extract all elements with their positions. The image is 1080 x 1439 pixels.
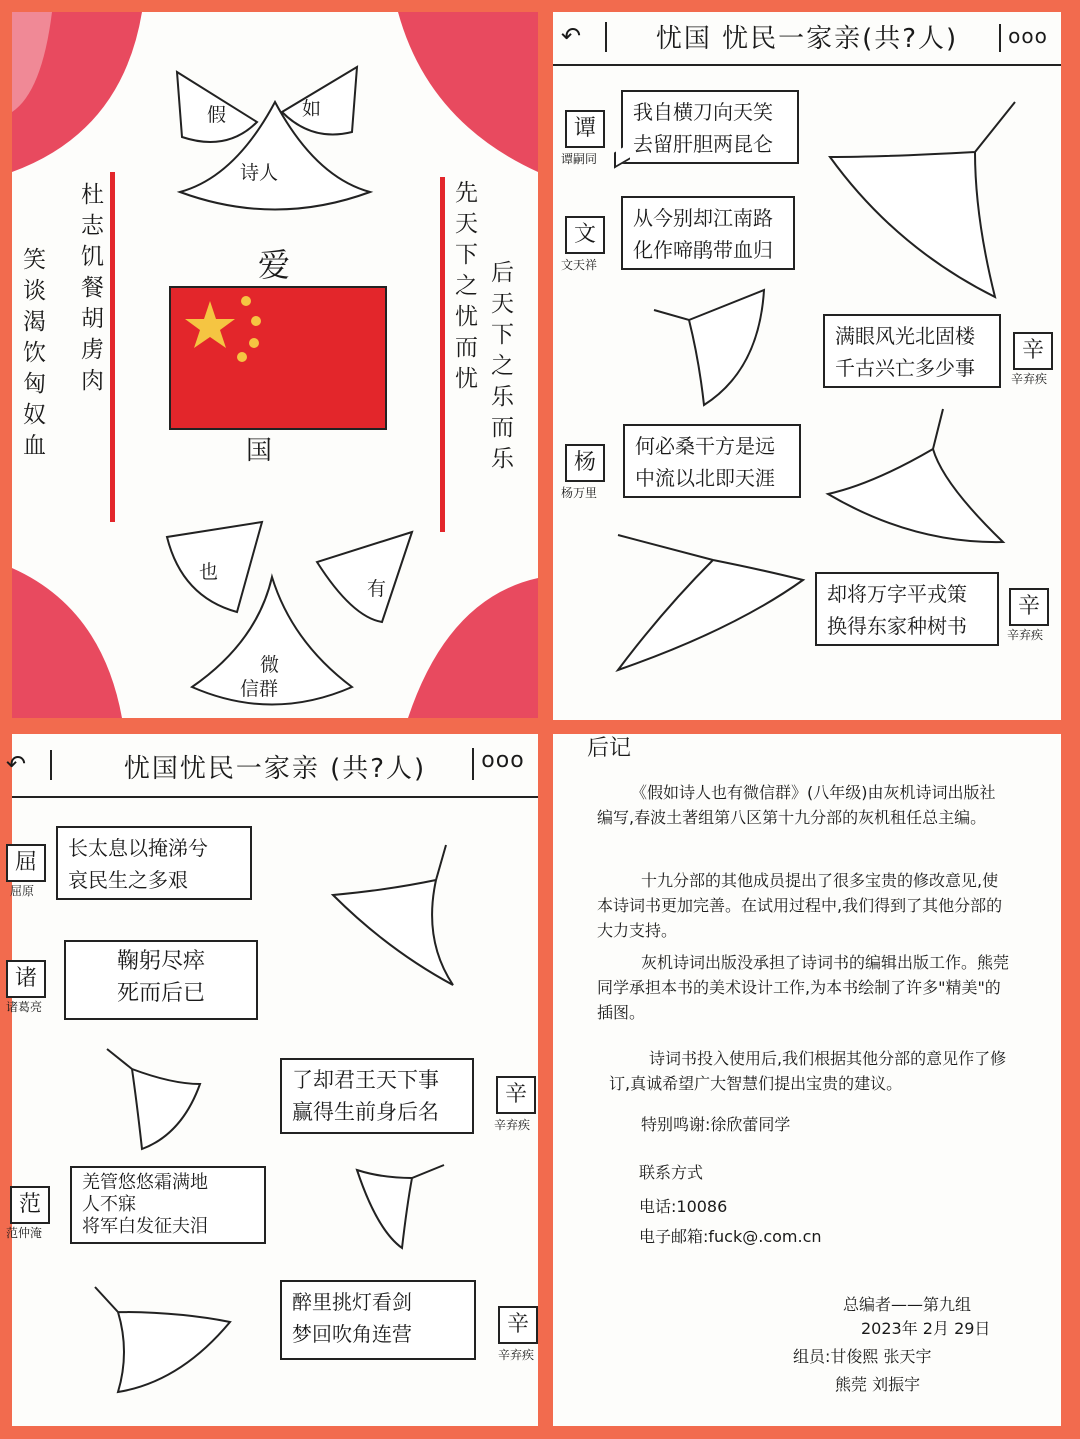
avatar[interactable]: 诸	[6, 960, 46, 998]
fan-label: 诗人	[240, 162, 279, 184]
avatar[interactable]: 辛	[1013, 332, 1053, 370]
message-line: 却将万字平戎策	[827, 582, 967, 606]
fan-label: 如	[302, 98, 322, 120]
fan-decoration	[102, 1044, 212, 1154]
message-line: 去留肝胆两昆仑	[633, 132, 773, 156]
message-line: 人不寐	[82, 1194, 136, 1215]
message-line: 哀民生之多艰	[68, 868, 188, 892]
china-flag-icon	[170, 287, 386, 429]
message-bubble	[280, 1280, 476, 1360]
sender-name: 文天祥	[561, 258, 598, 272]
afterword-title: 后记	[587, 736, 632, 761]
fan-decoration	[328, 840, 468, 1000]
message-line: 我自横刀向天笑	[633, 100, 773, 124]
message-line: 醉里挑灯看剑	[292, 1290, 412, 1314]
sender-name: 辛弃疾	[1007, 628, 1044, 642]
chat-header	[553, 12, 1061, 66]
poem-column: 笑谈渴饮匈奴血	[19, 247, 45, 464]
message-line: 死而后已	[116, 981, 205, 1006]
cover-panel	[12, 12, 538, 718]
fan-label: 也	[199, 561, 219, 583]
afterword-paragraph: 灰机诗词出版没承担了诗词书的编辑出版工作。熊莞同学承担本书的美术设计工作,为本书绘制了许多"精美"的插图。	[597, 953, 1010, 1022]
fan-decoration	[90, 1282, 240, 1412]
back-icon[interactable]: ↶	[6, 750, 52, 780]
avatar[interactable]: 谭	[565, 110, 605, 148]
chat-panel-1	[553, 12, 1061, 720]
members-text: 组员:甘俊熙 张天宇	[793, 1347, 932, 1366]
sender-name: 谭嗣同	[561, 152, 598, 166]
afterword-paragraph: 十九分部的其他成员提出了很多宝贵的修改意见,使本诗词书更加完善。在试用过程中,我们得到了其他分部的大力支持。	[597, 871, 1003, 940]
message-bubble	[623, 424, 801, 498]
more-button[interactable]: ooo	[999, 24, 1055, 52]
message-line: 梦回吹角连营	[292, 1322, 412, 1346]
more-button[interactable]: ooo	[472, 748, 532, 780]
fan-decoration	[825, 97, 1025, 307]
contact-title: 联系方式	[639, 1163, 704, 1182]
avatar[interactable]: 文	[565, 216, 605, 254]
message-line: 羌管悠悠霜满地	[82, 1172, 208, 1193]
sender-name: 辛弃疾	[494, 1118, 531, 1132]
avatar[interactable]: 屈	[6, 844, 46, 882]
avatar[interactable]: 辛	[496, 1076, 536, 1114]
editor-text: 总编者——第九组	[843, 1295, 972, 1314]
message-line: 满眼风光北固楼	[835, 324, 975, 348]
message-line: 鞠躬尽瘁	[116, 949, 205, 974]
poem-column: 杜志饥餐胡虏肉	[77, 182, 103, 399]
sender-name: 辛弃疾	[1011, 372, 1048, 386]
fan-decoration	[613, 530, 813, 680]
avatar[interactable]: 范	[10, 1186, 50, 1224]
avatar[interactable]: 辛	[1009, 588, 1049, 626]
message-bubble	[280, 1058, 474, 1134]
ribbon-divider	[440, 177, 445, 532]
chat-header	[6, 734, 538, 798]
fan-label: 假	[207, 104, 227, 126]
sender-name: 杨万里	[561, 486, 598, 500]
thanks-text: 特别鸣谢:徐欣蕾同学	[641, 1115, 791, 1134]
ribbon-divider	[110, 172, 115, 522]
center-title-top: 爱	[258, 246, 291, 284]
sender-name: 屈原	[10, 884, 35, 898]
chat-title: 忧国 忧民一家亲(共?人)	[655, 24, 959, 54]
message-bubble	[70, 1166, 266, 1244]
message-bubble	[621, 196, 795, 270]
message-line: 了却君王天下事	[292, 1068, 439, 1092]
afterword-paragraph: 诗词书投入使用后,我们根据其他分部的意见作了修订,真诚希望广大智慧们提出宝贵的建议。	[609, 1049, 1007, 1093]
afterword-panel	[553, 734, 1061, 1426]
date-text: 2023年 2月 29日	[861, 1319, 991, 1338]
chat-title: 忧国忧民一家亲 (共?人)	[123, 754, 427, 784]
fan-decoration	[649, 290, 779, 410]
members-text: 熊莞 刘振宇	[835, 1375, 921, 1394]
message-line: 长太息以掩涕兮	[68, 836, 208, 860]
message-line: 中流以北即天涯	[635, 466, 775, 490]
message-bubble	[64, 940, 258, 1020]
afterword-paragraph: 《假如诗人也有微信群》(八年级)由灰机诗词出版社编写,春波土著组第八区第十九分部的灰机租任总主编。	[597, 783, 996, 827]
message-line: 换得东家种树书	[827, 614, 967, 638]
avatar[interactable]: 辛	[498, 1306, 538, 1344]
message-line: 化作啼鹃带血归	[633, 238, 773, 262]
message-bubble	[621, 90, 799, 164]
fan-label: 微	[260, 654, 280, 676]
back-icon[interactable]: ↶	[561, 22, 607, 52]
message-bubble	[815, 572, 999, 646]
message-line: 将军白发征夫泪	[82, 1216, 208, 1237]
fan-label: 有	[367, 578, 387, 600]
message-bubble	[56, 826, 252, 900]
message-line: 千古兴亡多少事	[835, 356, 975, 380]
sender-name: 范仲淹	[6, 1226, 43, 1240]
sender-name: 辛弃疾	[498, 1348, 535, 1362]
message-line: 从今别却江南路	[633, 206, 773, 230]
poem-column: 后天下之乐而乐	[487, 260, 513, 477]
center-title-bottom: 国	[246, 436, 273, 466]
fan-decoration	[823, 404, 1013, 554]
fan-label: 信群	[240, 678, 279, 700]
email-text: 电子邮箱:fuck@.com.cn	[639, 1227, 822, 1246]
phone-text: 电话:10086	[639, 1197, 728, 1216]
poem-column: 先天下之忧而忧	[451, 180, 477, 397]
chat-panel-2	[6, 734, 538, 1426]
sender-name: 诸葛亮	[6, 1000, 43, 1014]
message-bubble	[823, 314, 1001, 388]
fan-decoration	[352, 1160, 452, 1260]
avatar[interactable]: 杨	[565, 444, 605, 482]
message-line: 赢得生前身后名	[292, 1100, 439, 1124]
message-line: 何必桑干方是远	[635, 434, 775, 458]
